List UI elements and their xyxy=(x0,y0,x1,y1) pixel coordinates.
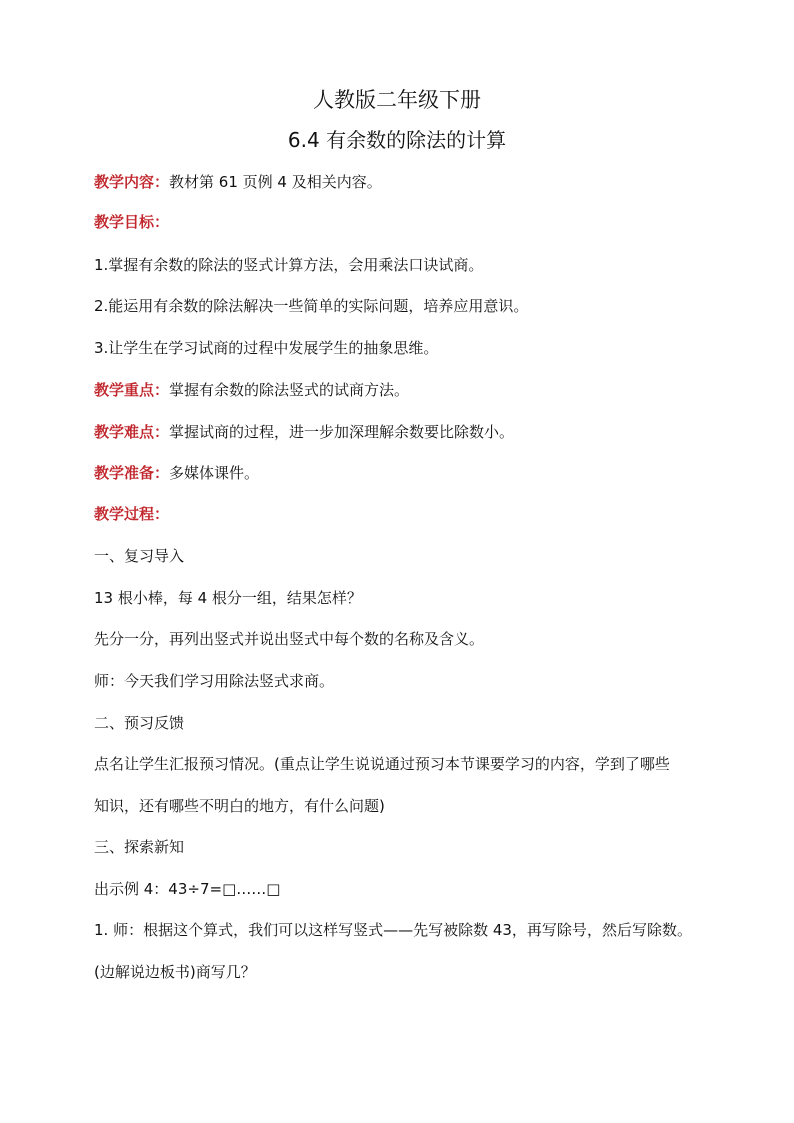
document-title: 人教版二年级下册 xyxy=(313,88,481,112)
goal-item: 3.让学生在学习试商的过程中发展学生的抽象思维。 xyxy=(94,339,439,357)
section-heading: 二、预习反馈 xyxy=(94,714,185,732)
difficulty-label: 教学难点： xyxy=(94,423,170,441)
preparation-line xyxy=(94,462,724,484)
process-label: 教学过程： xyxy=(94,505,170,523)
paragraph: (边解说边板书)商写几？ xyxy=(94,963,256,981)
section-heading: 一、复习导入 xyxy=(94,547,185,565)
paragraph: 知识，还有哪些不明白的地方，有什么问题) xyxy=(94,797,385,815)
process-line xyxy=(94,503,724,525)
paragraph: 出示例 4：43÷7=□……□ xyxy=(94,880,281,898)
preparation-text: 多媒体课件。 xyxy=(169,464,260,482)
preparation-label: 教学准备： xyxy=(94,464,170,482)
key-point-line xyxy=(94,379,724,401)
teaching-goals-label: 教学目标： xyxy=(94,213,170,231)
paragraph: 师：今天我们学习用除法竖式求商。 xyxy=(94,672,335,690)
goal-item: 2.能运用有余数的除法解决一些简单的实际问题，培养应用意识。 xyxy=(94,297,529,315)
teaching-content-label: 教学内容： xyxy=(94,173,170,191)
difficulty-line xyxy=(94,421,724,443)
paragraph: 1. 师：根据这个算式，我们可以这样写竖式——先写被除数 43，再写除号，然后写除数。 xyxy=(94,921,692,939)
paragraph: 先分一分，再列出竖式并说出竖式中每个数的名称及含义。 xyxy=(94,630,485,648)
lesson-title: 6.4 有余数的除法的计算 xyxy=(287,128,507,152)
paragraph: 点名让学生汇报预习情况。(重点让学生说说通过预习本节课要学习的内容，学到了哪些 xyxy=(94,755,670,773)
difficulty-text: 掌握试商的过程，进一步加深理解余数要比除数小。 xyxy=(169,423,515,441)
section-heading: 三、探索新知 xyxy=(94,838,185,856)
paragraph: 13 根小棒，每 4 根分一组，结果怎样？ xyxy=(94,589,362,607)
teaching-goals-line xyxy=(94,211,724,233)
key-point-label: 教学重点： xyxy=(94,381,170,399)
key-point-text: 掌握有余数的除法竖式的试商方法。 xyxy=(169,381,410,399)
teaching-content-text: 教材第 61 页例 4 及相关内容。 xyxy=(169,173,382,191)
goal-item: 1.掌握有余数的除法的竖式计算方法，会用乘法口诀试商。 xyxy=(94,256,484,274)
teaching-content-line xyxy=(94,171,724,193)
